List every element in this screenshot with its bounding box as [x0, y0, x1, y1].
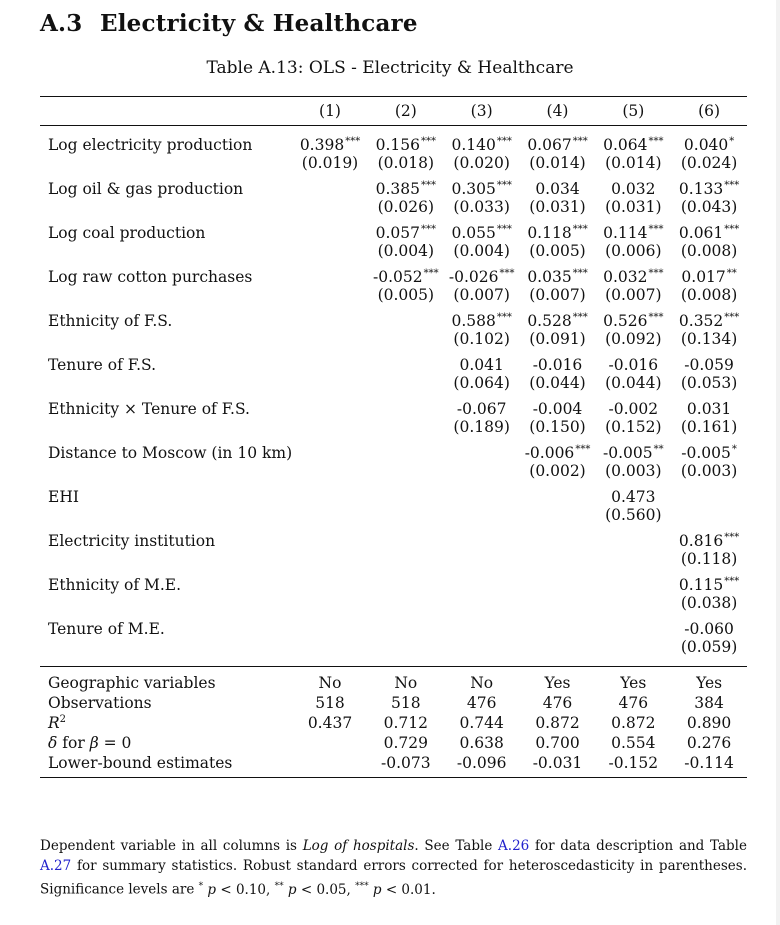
se-row	[40, 198, 747, 220]
stat-cell: 0.729	[383, 734, 428, 752]
stat-cell: 0.700	[535, 734, 580, 752]
row-label-blank	[40, 550, 292, 572]
se-cell	[444, 506, 520, 528]
se-row	[40, 550, 747, 572]
stat-cell	[292, 753, 368, 778]
row-label: Distance to Moscow (in 10 km)	[48, 444, 293, 462]
coef-cell	[595, 616, 671, 638]
coef-cell: -0.060	[684, 620, 734, 638]
stat-label: Lower-bound estimates	[40, 753, 292, 778]
row-label: Tenure of F.S.	[48, 356, 157, 374]
se-cell	[292, 198, 368, 220]
stat-cell: No	[292, 667, 368, 694]
se-cell	[520, 506, 596, 528]
right-edge-strip	[776, 0, 780, 925]
stat-row	[40, 713, 747, 733]
coef-cell	[368, 484, 444, 506]
coef-row	[40, 176, 747, 198]
coef-row	[40, 616, 747, 638]
stat-cell: -0.031	[520, 753, 596, 778]
stat-label: δ for β = 0	[48, 734, 132, 752]
se-cell	[368, 418, 444, 440]
section-heading	[40, 10, 418, 37]
stat-cell: Yes	[595, 667, 671, 694]
table-ref-link[interactable]: A.26	[498, 838, 530, 854]
se-cell: (0.002)	[529, 462, 586, 480]
se-row	[40, 594, 747, 616]
stat-row	[40, 667, 747, 694]
coef-row	[40, 572, 747, 594]
se-cell	[368, 506, 444, 528]
coef-cell	[292, 176, 368, 198]
coef-cell: -0.067	[456, 400, 507, 418]
coef-cell	[595, 528, 671, 550]
notes-text: for summary statistics. Robust standard errors corrected for heteroscedasticity in parentheses. Significance levels are	[40, 858, 747, 898]
coef-cell: 0.055***	[451, 224, 512, 242]
stat-label: Observations	[48, 694, 152, 712]
stat-cell: -0.096	[444, 753, 520, 778]
se-cell: (0.044)	[529, 374, 586, 392]
se-cell	[444, 550, 520, 572]
table-caption: Table A.13: OLS - Electricity & Healthcare	[206, 58, 574, 78]
coef-cell: 0.588***	[451, 312, 512, 330]
se-cell: (0.092)	[605, 330, 662, 348]
se-cell	[292, 594, 368, 616]
stat-cell	[292, 733, 368, 753]
coef-cell: 0.032	[611, 180, 656, 198]
coef-cell: 0.031	[686, 400, 732, 418]
dependent-variable: Log of hospitals	[302, 838, 415, 854]
coef-cell: 0.114***	[603, 224, 664, 242]
column-header: (4)	[520, 97, 596, 126]
coef-cell: 0.133***	[678, 180, 740, 198]
row-label-blank	[40, 154, 292, 176]
row-label: Log oil & gas production	[48, 180, 244, 198]
se-cell: (0.019)	[301, 154, 359, 172]
se-cell	[671, 506, 747, 528]
table-ref-link[interactable]: A.27	[40, 858, 72, 874]
header-blank	[40, 97, 292, 126]
se-cell	[444, 594, 520, 616]
stat-cell: 476	[618, 694, 649, 712]
stat-cell: 518	[391, 694, 421, 712]
coef-cell: -0.006***	[524, 444, 591, 462]
se-cell: (0.007)	[529, 286, 586, 304]
stat-cell: 0.744	[459, 714, 504, 732]
se-row	[40, 506, 747, 528]
coef-cell	[520, 484, 596, 506]
se-cell: (0.059)	[680, 638, 738, 656]
se-cell: (0.014)	[605, 154, 662, 172]
coef-cell	[292, 616, 368, 638]
coef-row	[40, 484, 747, 506]
coef-cell: 0.067***	[527, 136, 588, 154]
notes-text: Dependent variable in all columns is	[40, 838, 303, 854]
coef-cell: 0.118***	[527, 224, 588, 242]
column-header: (2)	[368, 97, 444, 126]
coef-cell: 0.156***	[375, 136, 436, 154]
se-cell	[368, 374, 444, 396]
coef-cell: 0.473	[611, 488, 656, 506]
se-cell: (0.008)	[680, 242, 738, 260]
coef-cell	[444, 572, 520, 594]
stat-cell: 476	[542, 694, 573, 712]
coef-cell	[368, 352, 444, 374]
coef-cell	[368, 528, 444, 550]
coef-cell	[671, 484, 747, 506]
coef-cell: 0.032***	[603, 268, 664, 286]
coef-cell: 0.035***	[527, 268, 588, 286]
se-row	[40, 242, 747, 264]
stat-cell: 0.437	[307, 714, 353, 732]
table-notes	[40, 836, 747, 900]
coef-cell: -0.002	[608, 400, 659, 418]
column-header: (6)	[671, 97, 747, 126]
coef-cell: 0.526***	[603, 312, 664, 330]
se-cell	[368, 550, 444, 572]
coef-cell	[292, 528, 368, 550]
se-cell	[368, 462, 444, 484]
coef-cell: -0.016	[532, 356, 583, 374]
coef-cell	[520, 616, 596, 638]
stat-cell: 384	[694, 694, 724, 712]
se-cell: (0.064)	[453, 374, 510, 392]
stat-cell: 0.554	[611, 734, 656, 752]
coef-cell: -0.052***	[373, 268, 439, 286]
row-label-blank	[40, 462, 292, 484]
se-cell: (0.560)	[605, 506, 662, 524]
se-cell: (0.020)	[453, 154, 510, 172]
row-label: Log coal production	[48, 224, 206, 242]
notes-text: for data description and Table	[529, 838, 747, 854]
se-cell: (0.102)	[453, 330, 510, 348]
row-label: Log electricity production	[48, 136, 253, 154]
coef-cell: 0.041	[459, 356, 504, 374]
se-cell	[368, 594, 444, 616]
stat-row	[40, 753, 747, 778]
row-label-blank	[40, 418, 292, 440]
se-cell: (0.038)	[680, 594, 738, 612]
row-label: Ethnicity of M.E.	[48, 576, 182, 594]
coef-cell: 0.040*	[683, 136, 735, 154]
se-cell	[292, 418, 368, 440]
coef-cell	[292, 484, 368, 506]
coef-cell	[595, 572, 671, 594]
stat-label: Geographic variables	[40, 667, 292, 694]
coef-cell: 0.061***	[678, 224, 740, 242]
coef-cell: 0.115***	[678, 576, 740, 594]
row-label-blank	[40, 594, 292, 616]
coef-cell: -0.026***	[448, 268, 515, 286]
se-cell	[292, 638, 368, 667]
stat-cell: 0.872	[535, 714, 580, 732]
se-cell	[368, 330, 444, 352]
coef-cell	[292, 572, 368, 594]
se-cell: (0.003)	[605, 462, 662, 480]
coef-cell: 0.057***	[375, 224, 436, 242]
se-cell	[595, 594, 671, 616]
coef-cell: 0.034	[535, 180, 580, 198]
coef-cell	[520, 572, 596, 594]
column-header-row	[40, 97, 747, 126]
se-cell	[292, 550, 368, 572]
se-cell: (0.005)	[529, 242, 586, 260]
coef-row	[40, 308, 747, 330]
stat-cell: 0.276	[686, 734, 732, 752]
coef-cell	[292, 264, 368, 286]
row-label: Ethnicity × Tenure of F.S.	[48, 400, 250, 418]
se-cell	[520, 550, 596, 572]
coefficient-rows	[40, 126, 747, 667]
coef-cell	[444, 528, 520, 550]
coef-cell: 0.398***	[299, 136, 361, 154]
se-cell	[595, 550, 671, 572]
se-cell: (0.026)	[377, 198, 435, 216]
se-cell: (0.091)	[529, 330, 586, 348]
se-cell: (0.003)	[680, 462, 738, 480]
se-row	[40, 286, 747, 308]
se-row	[40, 462, 747, 484]
se-cell: (0.004)	[453, 242, 510, 260]
se-cell: (0.004)	[377, 242, 435, 260]
coef-cell	[444, 616, 520, 638]
se-cell: (0.053)	[680, 374, 738, 392]
se-cell	[520, 638, 596, 667]
se-cell	[595, 638, 671, 667]
column-header: (5)	[595, 97, 671, 126]
se-cell: (0.043)	[680, 198, 738, 216]
row-label: EHI	[48, 488, 79, 506]
row-label-blank	[40, 374, 292, 396]
se-cell: (0.007)	[605, 286, 662, 304]
se-cell: (0.044)	[605, 374, 662, 392]
stat-row	[40, 733, 747, 753]
se-cell: (0.024)	[680, 154, 738, 172]
se-cell: (0.033)	[453, 198, 510, 216]
coef-cell	[368, 616, 444, 638]
coef-cell: 0.385***	[375, 180, 436, 198]
coef-cell	[444, 484, 520, 506]
se-cell	[444, 638, 520, 667]
row-label: Ethnicity of F.S.	[48, 312, 173, 330]
coef-cell	[368, 308, 444, 330]
stat-label: $R^2$	[48, 713, 67, 733]
coef-row	[40, 440, 747, 462]
se-row	[40, 374, 747, 396]
row-label-blank	[40, 198, 292, 220]
row-label: Log raw cotton purchases	[48, 268, 253, 286]
stat-cell: 0.872	[611, 714, 656, 732]
stat-cell: -0.152	[595, 753, 671, 778]
coef-cell: -0.016	[608, 356, 659, 374]
stat-cell: No	[368, 667, 444, 694]
coef-cell	[292, 440, 368, 462]
se-cell	[444, 462, 520, 484]
coef-cell: 0.017**	[681, 268, 737, 286]
coef-cell: 0.305***	[451, 180, 512, 198]
coef-cell	[292, 308, 368, 330]
stat-cell: -0.114	[671, 753, 747, 778]
se-cell: (0.031)	[529, 198, 586, 216]
se-row	[40, 330, 747, 352]
coef-cell	[292, 220, 368, 242]
stat-cell: 0.712	[383, 714, 428, 732]
se-cell: (0.008)	[680, 286, 738, 304]
se-row	[40, 154, 747, 176]
se-cell: (0.189)	[453, 418, 510, 436]
stat-cell: 518	[315, 694, 345, 712]
se-cell	[292, 330, 368, 352]
se-cell	[292, 462, 368, 484]
column-header: (1)	[292, 97, 368, 126]
se-cell: (0.005)	[377, 286, 435, 304]
notes-text: . See Table	[414, 838, 499, 854]
coef-row	[40, 396, 747, 418]
se-cell: (0.031)	[605, 198, 662, 216]
se-row	[40, 418, 747, 440]
stat-cell: 476	[466, 694, 497, 712]
row-label-blank	[40, 242, 292, 264]
se-cell	[292, 286, 368, 308]
coef-row	[40, 528, 747, 550]
coef-row	[40, 126, 747, 155]
coef-cell: 0.528***	[527, 312, 588, 330]
se-cell: (0.134)	[680, 330, 738, 348]
coef-cell: 0.816***	[678, 532, 740, 550]
section-number: A.3	[40, 10, 83, 37]
row-label-blank	[40, 638, 292, 667]
se-cell	[292, 374, 368, 396]
coef-cell: -0.005*	[681, 444, 737, 462]
row-label: Tenure of M.E.	[48, 620, 165, 638]
stat-cell: -0.073	[368, 753, 444, 778]
row-label-blank	[40, 506, 292, 528]
coef-cell: 0.064***	[603, 136, 664, 154]
coef-cell	[520, 528, 596, 550]
coef-row	[40, 352, 747, 374]
se-cell: (0.118)	[680, 550, 738, 568]
se-cell	[520, 594, 596, 616]
coef-cell: 0.352***	[678, 312, 740, 330]
coef-cell	[368, 396, 444, 418]
stat-cell: Yes	[520, 667, 596, 694]
stat-row	[40, 693, 747, 713]
se-cell: (0.006)	[605, 242, 662, 260]
row-label: Electricity institution	[48, 532, 216, 550]
se-cell: (0.152)	[605, 418, 662, 436]
coef-cell	[444, 440, 520, 462]
coef-cell	[292, 352, 368, 374]
significance-levels: * p < 0.10, ** p < 0.05, *** p < 0.01.	[198, 881, 436, 898]
row-label-blank	[40, 286, 292, 308]
coef-cell	[292, 396, 368, 418]
se-cell	[292, 242, 368, 264]
coef-cell: -0.005**	[602, 444, 664, 462]
stat-cell: Yes	[671, 667, 747, 694]
coef-row	[40, 220, 747, 242]
column-header: (3)	[444, 97, 520, 126]
stat-cell: No	[444, 667, 520, 694]
coef-cell	[368, 572, 444, 594]
summary-stat-rows	[40, 667, 747, 778]
row-label-blank	[40, 330, 292, 352]
regression-table	[40, 96, 747, 778]
se-cell: (0.161)	[680, 418, 738, 436]
coef-cell: 0.140***	[451, 136, 512, 154]
coef-cell: -0.059	[684, 356, 734, 374]
stat-cell: 0.890	[686, 714, 732, 732]
se-cell: (0.007)	[453, 286, 510, 304]
se-cell	[292, 506, 368, 528]
se-cell	[368, 638, 444, 667]
coef-cell: -0.004	[532, 400, 583, 418]
se-cell: (0.014)	[529, 154, 586, 172]
coef-cell	[368, 440, 444, 462]
se-row	[40, 638, 747, 667]
section-title: Electricity & Healthcare	[100, 10, 418, 37]
se-cell: (0.018)	[377, 154, 435, 172]
stat-cell: 0.638	[459, 734, 504, 752]
coef-row	[40, 264, 747, 286]
se-cell: (0.150)	[529, 418, 586, 436]
